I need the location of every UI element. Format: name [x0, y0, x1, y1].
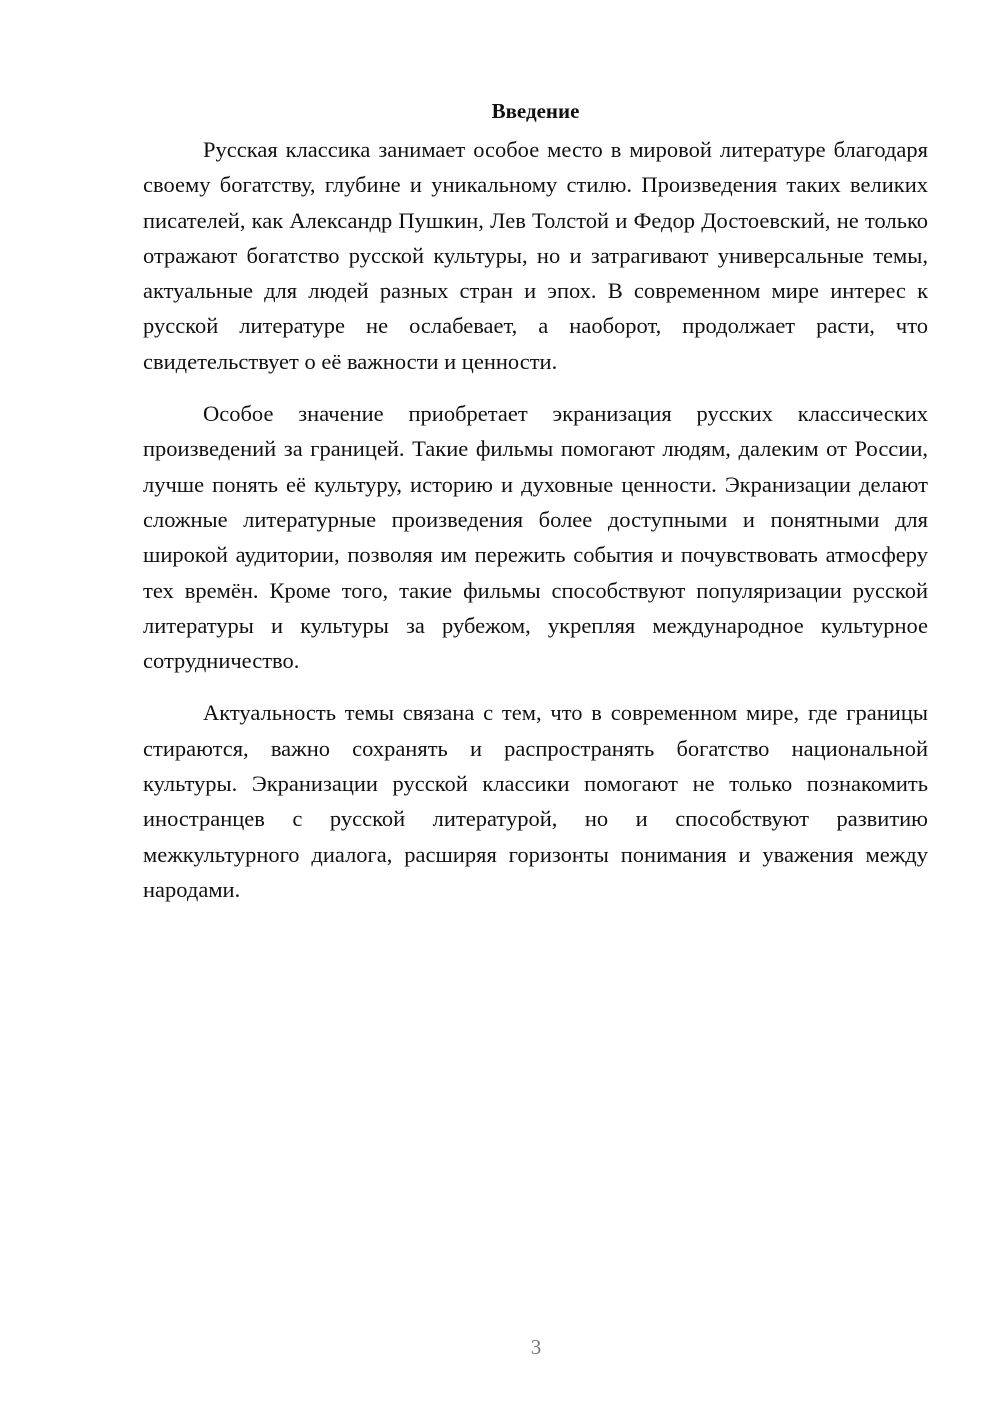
section-heading: Введение	[491, 99, 580, 123]
paragraph-2: Особое значение приобретает экранизация русских классических произведений за границей. Такие фильмы помогают людям, далеким от России, лучше понять её культуру, историю и духовные ценности. Экранизации делают сложные литературные произведения более доступными и понятными для широкой аудитории, позволяя им пережить события и почувствовать атмосферу тех времён. Кроме того, такие фильмы способствуют популяризации русской литературы и культуры за рубежом, укрепляя международное культурное сотрудничество.	[143, 401, 928, 674]
page-number: 3	[530, 1335, 542, 1359]
page-body	[143, 93, 928, 924]
paragraph-1: Русская классика занимает особое место в мировой литературе благодаря своему богатству, глубине и уникальному стилю. Произведения таких великих писателей, как Александр Пушкин, Лев Толстой и Федор Достоевский, не только отражают богатство русской культуры, но и затрагивают универсальные темы, актуальные для людей разных стран и эпох. В современном мире интерес к русской литературе не ослабевает, а наоборот, продолжает расти, что свидетельствует о её важности и ценности.	[143, 137, 928, 374]
paragraph-3: Актуальность темы связана с тем, что в современном мире, где границы стираются, важно сохранять и распространять богатство национальной культуры. Экранизации русской классики помогают не только познакомить иностранцев с русской литературой, но и способствуют развитию межкультурного диалога, расширяя горизонты понимания и уважения между народами.	[143, 700, 928, 902]
